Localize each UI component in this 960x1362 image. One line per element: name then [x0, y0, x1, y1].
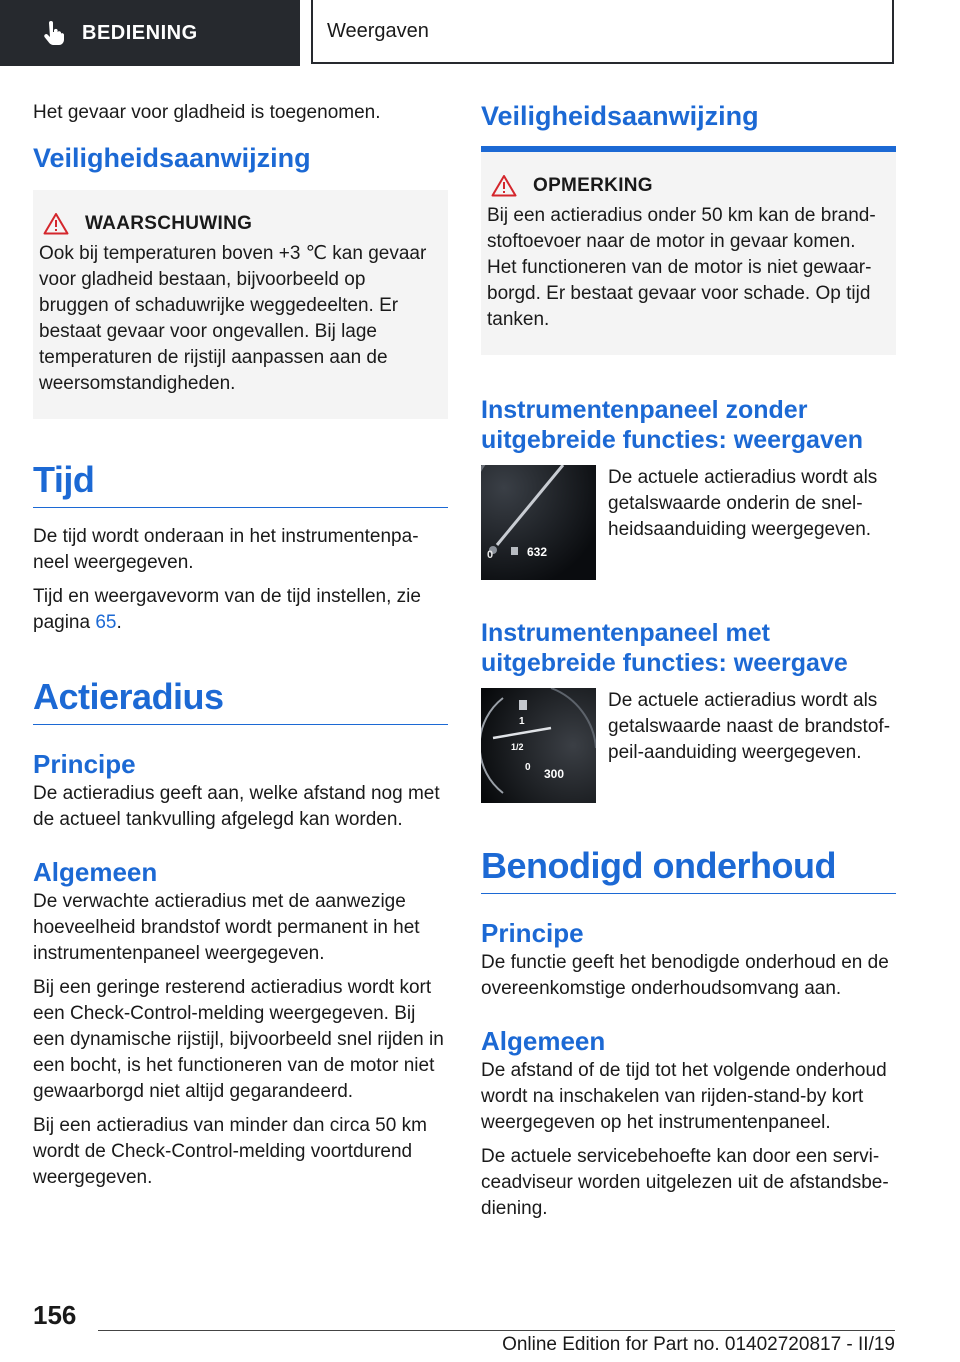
safety-heading-right: Veiligheidsaanwijzing — [481, 101, 759, 131]
principe-text-right: De functie geeft het benodigde onderhoud en de overeenkomstige onderhoudsomvang aan. — [481, 952, 889, 999]
instrument-photo-range-300 — [481, 688, 596, 803]
figure-row-met — [481, 688, 896, 803]
page-link-65[interactable]: 65 — [95, 612, 117, 633]
notice-label: OPMERKING — [533, 174, 653, 196]
notice-box — [481, 146, 896, 355]
algemeen-heading: Algemeen — [33, 857, 158, 887]
fuel-half-label: 1/2 — [511, 742, 524, 752]
algemeen-text-right-2: De actuele servicebehoefte kan door een serviceadviseur worden uitgelezen uit de afstandsbediening. — [481, 1146, 889, 1219]
chapter-tab[interactable] — [311, 0, 894, 64]
warning-triangle-icon — [43, 212, 69, 235]
tijd-text-2: Tijd en weergavevorm van de tijd instellen, zie pagina 65. — [33, 586, 421, 633]
figure-row-zonder — [481, 465, 896, 580]
notice-header — [487, 174, 888, 197]
principe-heading-right: Principe — [481, 918, 584, 948]
edition-text: Online Edition for Part no. 01402720817 - II/19 — [502, 1334, 895, 1355]
warning-header — [39, 212, 440, 235]
algemeen-text-1: De verwachte actieradius met de aanwezige hoeveelheid brandstof wordt permanent in het instrumentenpaneel weergegeven. — [33, 891, 420, 964]
intro-text: Het gevaar voor gladheid is toegenomen. — [33, 102, 381, 123]
section-tab[interactable] — [0, 0, 300, 66]
actieradius-heading: Actieradius — [33, 676, 448, 725]
instrument-photo-range-632 — [481, 465, 596, 580]
page-footer — [0, 1290, 960, 1362]
range-value-label: 300 — [544, 767, 565, 781]
zonder-text: De actuele actieradius wordt als getalswaarde onderin de snelheidsaanduiding weergegeven. — [608, 467, 878, 540]
met-text: De actuele actieradius wordt als getalswaarde naast de brandstofpeil-aanduiding weergegeven. — [608, 690, 891, 763]
fuel-gauge-illustration — [481, 688, 596, 803]
page-header — [0, 0, 960, 66]
speedometer-illustration — [481, 465, 596, 580]
warning-label: WAARSCHUWING — [85, 212, 253, 234]
safety-heading: Veiligheidsaanwijzing — [33, 143, 311, 173]
tijd-text-1: De tijd wordt onderaan in het instrumentenpaneel weergegeven. — [33, 526, 419, 573]
notice-text: Bij een actieradius onder 50 km kan de brandstoftoevoer naar de motor in gevaar komen. Het functioneren van de motor is niet gewaarborgd. Er bestaat gevaar voor schade. Op tijd tanken. — [487, 205, 876, 330]
fuel-full-label: 1 — [519, 716, 525, 727]
footer-divider — [98, 1330, 895, 1331]
algemeen-text-right-1: De afstand of de tijd tot het volgende onderhoud wordt na inschakelen van rijden-stand-by kort weergegeven op het instrumentenpaneel. — [481, 1060, 887, 1133]
chapter-label: Weergaven — [327, 19, 429, 42]
algemeen-text-3: Bij een actieradius van minder dan circa 50 km wordt de Check-Control-melding voortdurend weergegeven. — [33, 1115, 427, 1188]
range-value-label: 632 — [527, 545, 548, 559]
section-label: BEDIENING — [82, 21, 198, 44]
tijd-heading: Tijd — [33, 459, 448, 508]
principe-text: De actieradius geeft aan, welke afstand nog met de actueel tankvulling afgelegd kan worden. — [33, 783, 440, 830]
left-column — [33, 100, 448, 1199]
fuel-empty-label: 0 — [525, 762, 531, 773]
algemeen-text-2: Bij een geringe resterend actieradius wordt kort een Check-Control-melding weergegeven. Bij een dynamische rijstijl, bijvoorbeeld snel rijden in een bocht, is het functioneren van de motor niet gewaarborgd niet altijd gegarandeerd. — [33, 977, 444, 1102]
onderhoud-heading: Benodigd onderhoud — [481, 845, 896, 894]
warning-box — [33, 190, 448, 419]
warning-text: Ook bij temperaturen boven +3 ℃ kan gevaar voor gladheid bestaan, bijvoorbeeld op bruggen of schaduwrijke weggedeelten. Er bestaat gevaar voor ongevallen. Bij lage temperaturen de rijstijl aanpassen aan de weersomstandigheden. — [39, 243, 427, 394]
met-heading: Instrumentenpaneel met uitgebreide functies: weergave — [481, 619, 848, 677]
principe-heading: Principe — [33, 749, 136, 779]
right-column — [481, 100, 896, 1230]
gauge-zero-label: 0 — [487, 549, 494, 561]
warning-triangle-icon — [491, 174, 517, 197]
pointing-hand-icon — [40, 20, 66, 46]
page-number: 156 — [33, 1300, 77, 1330]
zonder-heading: Instrumentenpaneel zonder uitgebreide functies: weergaven — [481, 396, 864, 454]
algemeen-heading-right: Algemeen — [481, 1026, 606, 1056]
